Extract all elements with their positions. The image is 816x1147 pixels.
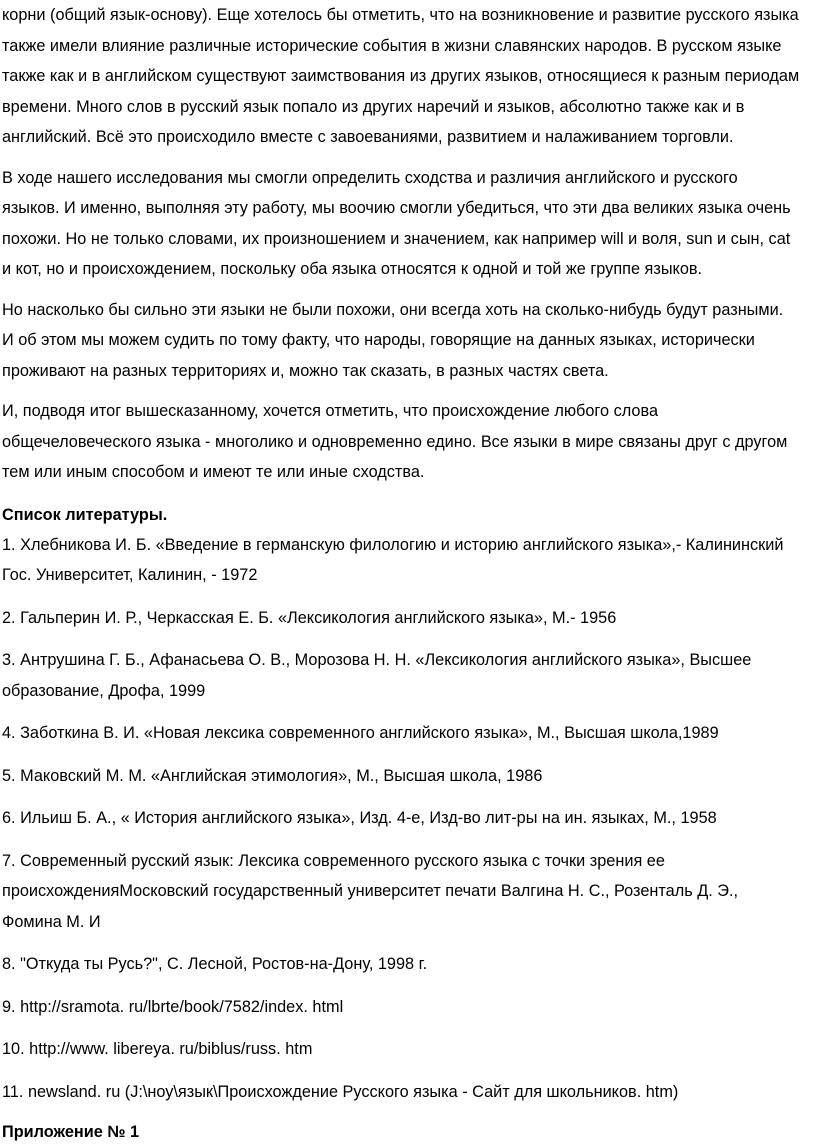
text-line: языков. И именно, выполняя эту работу, мы воочию смогли убедиться, что эти два великих языка очень (2, 199, 791, 217)
text-line: также имели влияние различные исторические события в жизни славянских народов. В русском языке (2, 36, 782, 55)
text-line: Но насколько бы сильно эти языки не были похожи, они всегда хоть на сколько-нибудь будут разными. (2, 300, 784, 319)
text-line: 8. "Откуда ты Русь?", С. Лесной, Ростов-на-Дону, 1998 г. (2, 955, 428, 973)
text-line: 3. Антрушина Г. Б., Афанасьева О. В., Морозова Н. Н. «Лексикология английского языка», Высшее (2, 651, 752, 669)
text-line: 11. newsland. ru (J:\ноу\язык\Происхождение Русского языка - Сайт для школьников. htm) (2, 1082, 679, 1101)
text-line: 6. Ильиш Б. А., « История английского языка», Изд. 4-е, Изд-во лит-ры на ин. языках, М., 1958 (2, 809, 717, 827)
reference-link[interactable]: 9. http://sramota. ru/lbrte/book/7582/index. html (2, 997, 344, 1016)
references-heading: Список литературы. (2, 505, 168, 524)
reference-item (2, 603, 808, 634)
text-line: 1. Хлебникова И. Б. «Введение в германскую филологию и историю английского языка»,- Калининский (2, 535, 784, 554)
paragraph (2, 295, 808, 387)
text-line: 5. Маковский М. М. «Английская этимология», М., Высшая школа, 1986 (2, 766, 543, 785)
text-line: 4. Заботкина В. И. «Новая лексика современного английского языка», М., Высшая школа,1989 (2, 724, 719, 742)
reference-item (2, 1077, 808, 1108)
text-line: английский. Всё это происходило вместе с завоеваниями, развитием и налаживанием торговли. (2, 128, 734, 146)
reference-item (2, 1034, 808, 1065)
reference-item (2, 846, 808, 938)
text-line: тем или иным способом и имеют те или иные сходства. (2, 463, 425, 481)
reference-item (2, 803, 808, 834)
text-line: В ходе нашего исследования мы смогли определить сходства и различия английского и русского (2, 168, 738, 187)
text-line: корни (общий язык-основу). Еще хотелось бы отметить, что на возникновение и развитие русского языка (2, 6, 799, 24)
text-line: времени. Много слов в русский язык попало из других наречий и языков, абсолютно также как и в (2, 97, 745, 116)
reference-item (2, 761, 808, 792)
appendix-heading: Приложение № 1 (2, 1123, 140, 1141)
text-line: Гос. Университет, Калинин, - 1972 (2, 566, 258, 584)
reference-link[interactable]: 10. http://www. libereya. ru/biblus/russ. htm (2, 1040, 313, 1058)
reference-item (2, 645, 808, 706)
paragraph (2, 163, 808, 285)
text-line: 2. Гальперин И. Р., Черкасская Е. Б. «Лексикология английского языка», М.- 1956 (2, 608, 617, 627)
text-line: образование, Дрофа, 1999 (2, 681, 206, 700)
text-line: и кот, но и происхождением, поскольку оба языка относятся к одной и той же группе языков. (2, 260, 703, 278)
references-list (2, 530, 808, 1108)
text-line: 7. Современный русский язык: Лексика современного русского языка с точки зрения ее (2, 851, 665, 870)
reference-item (2, 949, 808, 980)
text-line: И об этом мы можем судить по тому факту, что народы, говорящие на данных языках, исторически (2, 331, 755, 349)
text-line: И, подводя итог вышесказанному, хочется отметить, что происхождение любого слова (2, 402, 658, 420)
reference-item (2, 718, 808, 749)
text-line: общечеловеческого языка - многолико и одновременно едино. Все языки в мире связаны друг с другом (2, 432, 788, 451)
text-line: Фомина М. И (2, 912, 101, 931)
paragraph (2, 396, 808, 488)
text-line: происхожденияМосковский государственный университет печати Валгина Н. С., Розенталь Д. Э., (2, 882, 739, 900)
reference-item (2, 992, 808, 1023)
document-body (2, 0, 808, 1147)
text-line: похожи. Но не только словами, их произношением и значением, как например will и воля, sun и сын, cat (2, 229, 791, 248)
reference-item (2, 530, 808, 591)
paragraph (2, 0, 808, 153)
text-line: проживают на разных территориях и, можно так сказать, в разных частях света. (2, 361, 609, 380)
text-line: также как и в английском существуют заимствования из других языков, относящиеся к разным периодам (2, 67, 800, 85)
